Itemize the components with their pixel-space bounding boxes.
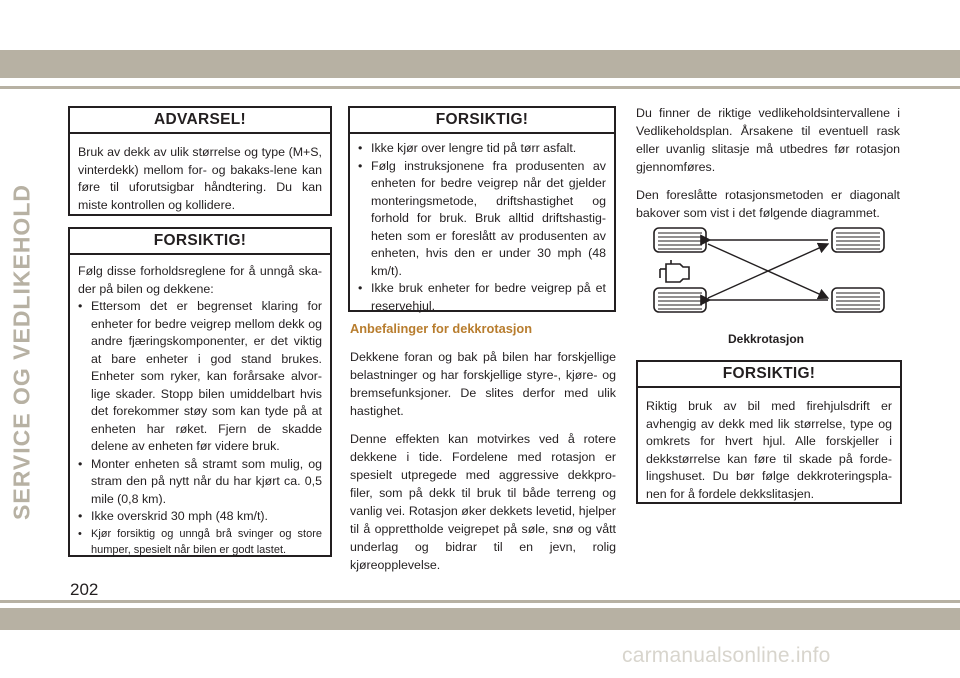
- section-title-text: SERVICE OG VEDLIKEHOLD: [8, 184, 35, 520]
- intro-paragraph: Du finner de riktige vedlikeholdsintervallene i Vedlikeholdsplan. Årsakene til eventuell rask eller uvanlig slitasje må utbedres før rotasjon gjennomføres.: [636, 106, 900, 174]
- rotation-arrows: [708, 240, 828, 300]
- caution-heading-2: FORSIKTIG!: [350, 108, 614, 134]
- warning-text: Bruk av dekk av ulik størrelse og type (M+S, vinterdekk) mellom for- og bakaks-lene kan føre til uforutsigbar håndtering. Du kan miste kontrollen og kollidere.: [78, 145, 322, 212]
- caution-box-3: [636, 360, 902, 504]
- footer-rule: [0, 600, 960, 603]
- caution-text-3: Riktig bruk av bil med firehjulsdrift er avhengig av dekk med lik størrelse, type og omkrets for hvert hjul. Alle forskjeller i dekkstørrelse kan føre til skade på forde-lingshuset. Du bør følge dekkroteringspla-nen for å fordele dekkslitasjen.: [646, 399, 892, 501]
- tire-rear-left: [654, 288, 706, 312]
- caution-item: • Ettersom det er begrenset klaring for enheter for bedre veigrep mellom dekk og andre fjæringskomponenter, er det viktig at bare enheter i god stand brukes. Enheter som ryker, kan forårsake alvor-lige skader. Stopp bilen umiddelbart hvis det forekommer støy som kan tyde på at enheten har røket. Fjern de skadde delene av enheten før videre bruk.: [78, 298, 322, 456]
- warning-box: [68, 106, 332, 216]
- watermark: carmanualsonline.info: [622, 644, 831, 667]
- caution-item: • Ikke bruk enheter for bedre veigrep på et reservehjul.: [358, 280, 606, 315]
- tire-front-left: [654, 228, 706, 252]
- header-bar: [0, 50, 960, 78]
- intro-paragraph: Den foreslåtte rotasjonsmetoden er diagonalt bakover som vist i det følgende diagrammet.: [636, 188, 900, 220]
- caution-item: • Monter enheten så stramt som mulig, og stram den på nytt når du har kjørt ca. 0,5 mile (0,8 km).: [78, 456, 322, 509]
- caution-intro: Følg disse forholdsreglene for å unngå ska-der på bilen og dekkene:: [78, 264, 322, 296]
- caution-box-2: [348, 106, 616, 312]
- caution-list-1: [78, 298, 322, 558]
- engine-icon: [660, 260, 689, 282]
- caution-item: • Ikke overskrid 30 mph (48 km/t).: [78, 508, 322, 526]
- rotation-paragraph: Dekkene foran og bak på bilen har forskjellige belastninger og har forskjellige styre-, kjøre- og bremsefunksjoner. De slites derfor med ulik hastighet.: [350, 350, 616, 418]
- diagram-caption: Dekkrotasjon: [727, 332, 805, 346]
- caution-box-1: [68, 227, 332, 557]
- warning-heading: ADVARSEL!: [70, 108, 330, 134]
- caution-item: • Ikke kjør over lengre tid på tørr asfalt.: [358, 140, 606, 158]
- page-number: 202: [70, 580, 99, 599]
- rotation-heading: Anbefalinger for dekkrotasjon: [350, 321, 533, 336]
- caution-item: • Følg instruksjonene fra produsenten av enheten for bedre veigrep når det gjelder monteringsmetode, driftshastighet og forhold for bruk. Bruk alltid driftshastig-heten som er foreslått av produsenten av enheten, hvis den er under 30 mph (48 km/t).: [358, 158, 606, 281]
- caution-item: • Kjør forsiktig og unngå brå svinger og store humper, spesielt når bilen er godt lastet.: [78, 526, 322, 558]
- header-rule: [0, 86, 960, 89]
- caution-heading-1: FORSIKTIG!: [70, 229, 330, 255]
- tire-rear-right: [832, 288, 884, 312]
- rotation-paragraph: Denne effekten kan motvirkes ved å rotere dekkene i tide. Fordelene med rotasjon er spesielt utpregede med aggressive dekkpro-filer, som på dekk til bruk til både terreng og vanlig vei. Rotasjon øker dekkets levetid, hjelper til å opprettholde veigrepet på søle, snø og vått underlag og bidrar til en jevn, rolig kjøreopplevelse.: [350, 432, 616, 572]
- footer-bar: [0, 608, 960, 630]
- rotation-section: [350, 320, 616, 584]
- caution-list-2: [358, 140, 606, 315]
- tire-front-right: [832, 228, 884, 252]
- tire-rotation-diagram: [636, 218, 896, 328]
- caution-heading-3: FORSIKTIG!: [638, 362, 900, 388]
- column-3-text: [636, 104, 900, 232]
